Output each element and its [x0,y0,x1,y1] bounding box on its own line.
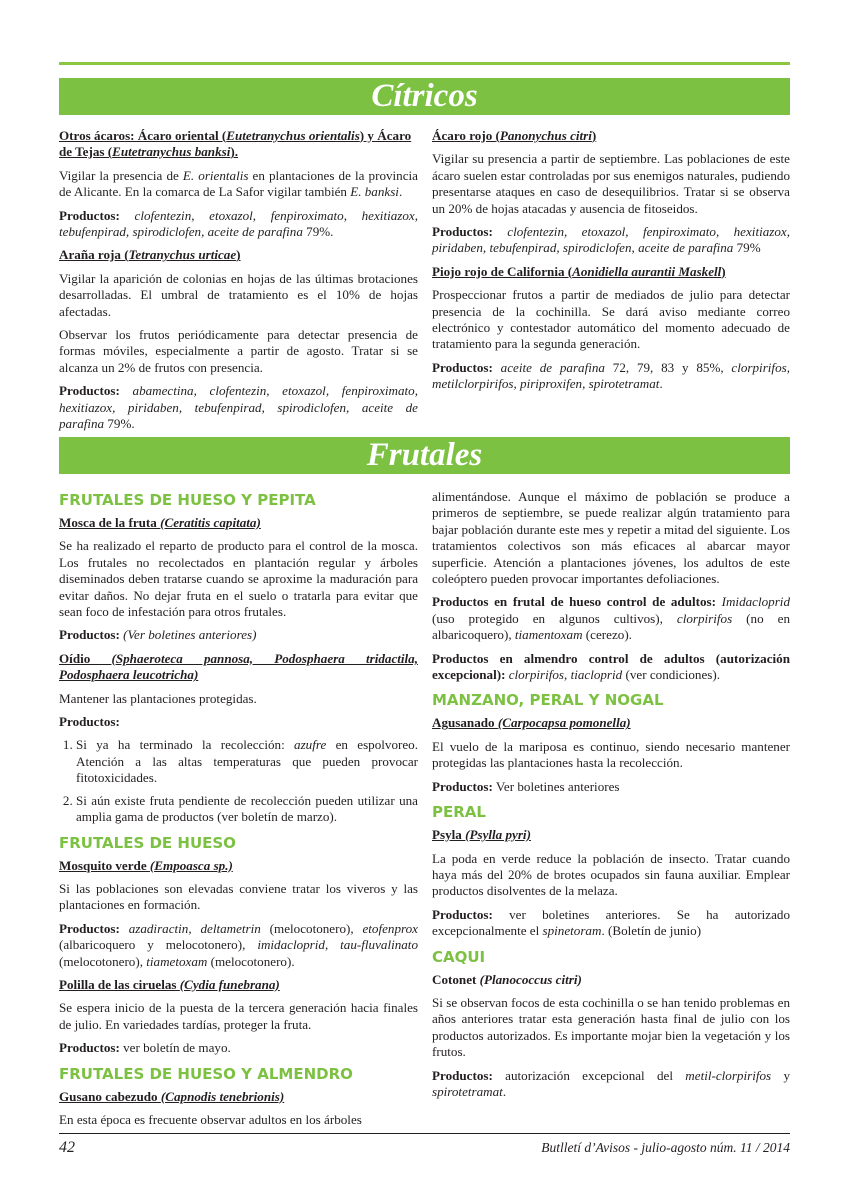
heading-gusano-cabezudo: Gusano cabezudo (Capnodis tenebrionis) [59,1088,285,1104]
paragraph: En esta época es frecuente observar adultos en los árboles [59,1111,362,1127]
subsection-manzano-peral-nogal: MANZANO, PERAL Y NOGAL [432,691,664,710]
products-paragraph: Productos: azadiractin, deltametrin (melocotonero), etofenprox (albaricoquero y melocotonero), imidacloprid, tau-fluvalinato (melocotonero), tiametoxam (melocotonero). [59,920,418,969]
paragraph: Vigilar la presencia de E. orientalis en plantaciones de la provincia de Alicante. En la comarca de La Safor vigilar también E. banksi. [59,167,418,200]
paragraph: La poda en verde reduce la población de insecto. Tratar cuando haya más del 20% de brotes ocupados sin fauna auxiliar. Emplear productos disolventes de la melaza. [432,850,790,899]
subsection-hueso: FRUTALES DE HUESO [59,833,236,852]
subsection-hueso-almendro: FRUTALES DE HUESO Y ALMENDRO [59,1064,353,1083]
paragraph: El vuelo de la mariposa es continuo, siendo necesario mantener protegidas las plantaciones hasta la recolección. [432,738,790,771]
products-paragraph: Productos: clofentezin, etoxazol, fenpiroximato, hexitiazox, piridaben, tebufenpirad, spirodiclofen, aceite de parafina 79% [432,224,790,256]
heading-polilla-ciruelas: Polilla de las ciruelas (Cydia funebrana) [59,976,280,992]
products-paragraph: Productos: (Ver boletines anteriores) [59,627,257,643]
products-paragraph: Productos: ver boletines anteriores. Se ha autorizado excepcionalmente el spinetoram. (Boletín de junio) [432,906,790,939]
products-paragraph: Productos: Ver boletines anteriores [432,778,620,794]
subsection-peral: PERAL [432,803,486,822]
paragraph: Observar los frutos periódicamente para detectar presencia de formas móviles, especialmente a partir de agosto. Tratar si se alcanza un 2% de frutos con presencia. [59,327,418,375]
heading-otros-acaros: Otros ácaros: Ácaro oriental (Eutetranychus orientalis) y Ácaro de Tejas (Eutetranychus banksi). [59,128,412,160]
subsection-hueso-pepita: FRUTALES DE HUESO Y PEPITA [59,491,316,509]
heading-acaro-rojo: Ácaro rojo (Panonychus citri) [432,128,597,143]
paragraph: Prospeccionar frutos a partir de mediados de julio para detectar presencia de la cochinilla. Se dará aviso mediante correo electrónico y contestador automático del momento adecuado de tratamiento para la segunda generación. [432,287,790,352]
top-rule [59,62,790,65]
products-label: Productos: [59,714,120,730]
paragraph: Vigilar la aparición de colonias en hojas de las últimas brotaciones desarrolladas. El umbral de tratamiento es el 10% de hojas afectadas. [59,270,418,319]
paragraph: Se espera inicio de la puesta de la tercera generación hacia finales de julio. En variedades tardías, proteger la fruta. [59,1000,418,1032]
paragraph: alimentándose. Aunque el máximo de población se produce a primeros de septiembre, se puede realizar algún tratamiento para bajar población durante este mes y repetir a mitad del siguiente. Los tratamientos colectivos son más eficaces al abarcar mayor superficie. Atención a plantaciones jóvenes, los adultos de este coleóptero pueden provocar importantes defoliaciones. [432,489,790,587]
products-paragraph: Productos: ver boletín de mayo. [59,1040,231,1056]
footer-rule [59,1133,790,1134]
paragraph: Mantener las plantaciones protegidas. [59,690,257,706]
heading-piojo-rojo: Piojo rojo de California (Aonidiella aurantii Maskell) [432,263,726,279]
subsection-caqui: CAQUI [432,947,486,966]
products-paragraph: Productos en frutal de hueso control de adultos: Imidacloprid (uso protegido en algunos cultivos), clorpirifos (no en albaricoquero), tiamentoxam (cerezo). [432,594,790,643]
publication-title: Butlletí d’Avisos - julio-agosto núm. 11 / 2014 [541,1140,790,1155]
citricos-right-column [432,128,790,400]
frutales-right-column [432,489,790,1107]
page-number: 42 [59,1139,75,1156]
heading-arana-roja: Araña roja (Tetranychus urticae) [59,247,241,263]
section-banner-citricos: Cítricos [59,78,790,115]
products-paragraph: Productos en almendro control de adultos (autorización excepcional): clorpirifos, tiacloprid (ver condiciones). [432,650,790,683]
frutales-left-column [59,483,418,1135]
products-paragraph: Productos: clofentezin, etoxazol, fenpiroximato, hexitiazox, tebufenpirad, spirodiclofen, aceite de parafina 79%. [59,207,418,240]
products-paragraph: Productos: aceite de parafina 72, 79, 83 y 85%, clorpirifos, metilclorpirifos, piriproxifen, spirotetramat. [432,359,790,392]
products-list [59,737,418,825]
list-item: 1. Si ya ha terminado la recolección: azufre en espolvoreo. Atención a las altas temperaturas que pueden provocar fitotoxicidades. [76,737,418,786]
section-banner-frutales: Frutales [59,437,790,474]
products-paragraph: Productos: abamectina, clofentezin, etoxazol, fenpiroximato, hexitiazox, piridaben, tebufenpirad, spirodiclofen, aceite de parafina 79%. [59,383,418,432]
heading-mosca-fruta: Mosca de la fruta (Ceratitis capitata) [59,515,261,530]
heading-oidio: Oídio (Sphaeroteca pannosa, Podosphaera tridactila, Podosphaera leucotricha) [59,650,418,683]
paragraph: Se ha realizado el reparto de producto para el control de la mosca. Los frutales no recolectados en plantación regular y árboles diseminados deben tratarse cuando se aproxime la maduración para evitar daños. No dejar fruta en el suelo o tratarla para evitar que sean foco de infestación para otros frutales. [59,538,418,620]
paragraph: Si se observan focos de esta cochinilla o se han tenido problemas en años anteriores tratar esta generación hasta final de julio con los productos autorizados. Es importante mojar bien la vegetación y los frutos. [432,994,790,1060]
products-paragraph: Productos: autorización excepcional del metil-clorpirifos y spirotetramat. [432,1067,790,1099]
list-item: 2. Si aún existe fruta pendiente de recolección pueden utilizar una amplia gama de productos (ver boletín de marzo). [76,793,418,826]
heading-mosquito-verde: Mosquito verde (Empoasca sp.) [59,857,233,873]
citricos-left-column [59,128,418,440]
paragraph: Vigilar su presencia a partir de septiembre. Las poblaciones de este ácaro suelen estar controladas por sus enemigos naturales, pudiendo presentarse ataques en caso de desequilibrios. Tratar si se observa un 20% de hojas atacadas y ausencia de fitoseidos. [432,151,790,216]
heading-cotonet: Cotonet (Planococcus citri) [432,971,582,987]
paragraph: Si las poblaciones son elevadas conviene tratar los viveros y las plantaciones en formación. [59,880,418,913]
heading-psyla: Psyla (Psylla pyri) [432,827,531,843]
heading-agusanado: Agusanado (Carpocapsa pomonella) [432,715,631,731]
